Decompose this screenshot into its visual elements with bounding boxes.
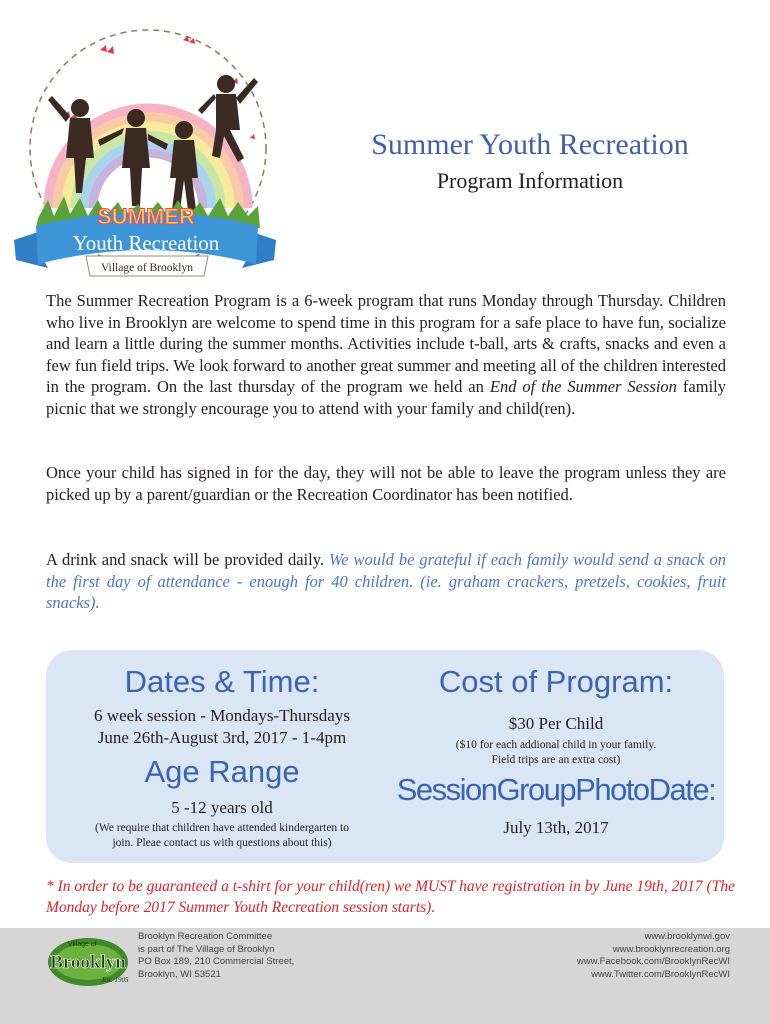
- footer: [0, 928, 770, 1024]
- age-note-2: join. Pleae contact us with questions about this): [112, 837, 332, 849]
- age-section: [46, 754, 398, 851]
- brooklyn-logo-word: Brooklyn: [50, 952, 126, 973]
- brooklyn-logo: [46, 932, 130, 988]
- cost-section: [386, 664, 726, 768]
- age-note-1: (We require that children have attended kindergarten to: [95, 822, 349, 834]
- footer-address-line: is part of The Village of Brooklyn: [138, 943, 275, 955]
- dates-line-2: June 26th-August 3rd, 2017 - 1-4pm: [97, 728, 347, 747]
- snack-paragraph: [46, 549, 726, 614]
- logo-word-youth-recreation: Youth Recreation: [72, 231, 220, 255]
- cost-title: Cost of Program:: [438, 664, 674, 699]
- footer-links: [577, 931, 730, 981]
- pickup-paragraph: Once your child has signed in for the day, they will not be able to leave the program unless they are picked up by a parent/guardian or the Recreation Coordinator has been notified.: [46, 463, 726, 504]
- footer-link-village-website[interactable]: www.brooklynwi.gov: [644, 931, 730, 942]
- photo-date-title: SessionGroupPhotoDate:: [396, 772, 716, 807]
- cost-line: $30 Per Child: [508, 714, 604, 733]
- cost-note-1: ($10 for each addional child in your family.: [455, 739, 657, 751]
- footer-address-line: Brooklyn, WI 53521: [138, 968, 221, 980]
- photo-date-line: July 13th, 2017: [503, 818, 609, 837]
- info-panel: [46, 650, 724, 863]
- dates-line-1: 6 week session - Mondays-Thursdays: [94, 706, 350, 725]
- logo-word-summer: SUMMER: [97, 204, 195, 229]
- cost-note-2: Field trips are an extra cost): [491, 754, 621, 766]
- intro-text-a: The Summer Recreation Program is a 6-week program that runs Monday through Thursday. Children who live in Brooklyn are welcome to spend time in this program for a safe place to have fun, socialize and learn a little during the summer months. Activities include t-ball, arts & crafts, snacks and even a few fun field trips. We look forward to another great summer and meeting all of the children interested in the program. On the last thursday of the program we held an: [46, 291, 726, 396]
- footer-link-recreation-website[interactable]: www.brooklynrecreation.org: [612, 943, 730, 955]
- dates-section: [46, 664, 398, 748]
- page-title: Summer Youth Recreation: [371, 128, 689, 161]
- intro-emphasis: End of the Summer Session: [489, 377, 677, 396]
- age-line: 5 -12 years old: [171, 798, 273, 817]
- title-block: [300, 128, 760, 194]
- intro-text-b: family picnic that we strongly encourage you to attend with your family and child(ren).: [46, 377, 726, 418]
- footer-address: [138, 931, 294, 981]
- footer-link-facebook[interactable]: www.Facebook.com/BrooklynRecWI: [576, 956, 730, 967]
- summer-youth-recreation-logo: [8, 18, 283, 288]
- footer-link-twitter[interactable]: www.Twitter.com/BrooklynRecWI: [591, 968, 730, 980]
- tshirt-registration-note: * In order to be guaranteed a t-shirt for your child(ren) we MUST have registration in by June 19th, 2017 (The Monday before 2017 Summer Youth Recreation session starts).: [46, 878, 735, 916]
- dates-title: Dates & Time:: [124, 664, 320, 699]
- age-title: Age Range: [144, 754, 300, 789]
- photo-date-section: [386, 772, 726, 838]
- footer-address-line: PO Box 189, 210 Commercial Street,: [138, 956, 295, 967]
- brooklyn-logo-village-of: Village of: [68, 941, 97, 948]
- snack-request: We would be grateful if each family would send a snack on the first day of attendance - enough for 40 children. (ie. graham crackers, pretzels, cookies, fruit snacks).: [46, 550, 726, 612]
- page-subtitle: Program Information: [436, 168, 624, 193]
- intro-paragraph: [46, 290, 726, 419]
- snack-text: A drink and snack will be provided daily.: [46, 550, 330, 569]
- logo-banner-village: Village of Brooklyn: [101, 262, 193, 274]
- brooklyn-logo-est: Est. 1905: [102, 976, 129, 984]
- footer-address-line: Brooklyn Recreation Committee: [138, 931, 273, 942]
